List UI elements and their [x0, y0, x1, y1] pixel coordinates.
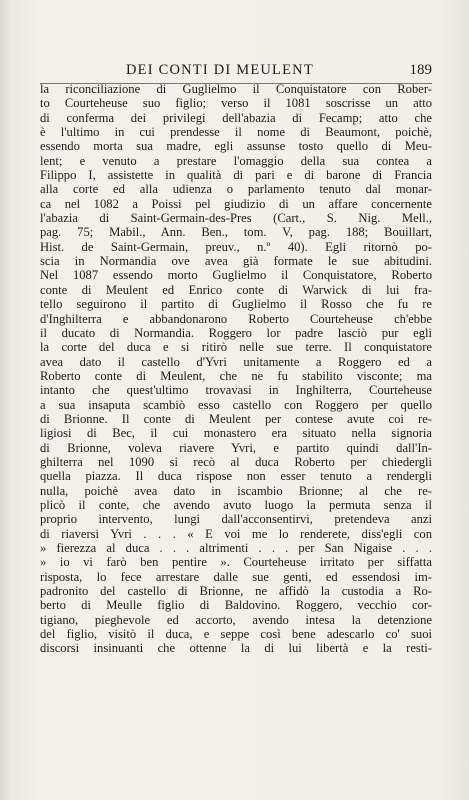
text-line: scia in Normandia ove avea già formate le sue abitudini. — [40, 254, 432, 269]
page-number: 189 — [409, 62, 432, 78]
page-header — [40, 62, 432, 82]
text-line: risposta, lo fece arrestare dalle sue genti, ed essendosi im- — [40, 569, 432, 584]
text-line: plicò il conte, che avendo avuto luogo la permuta senza il — [40, 497, 432, 512]
text-line: Roberto conte di Meulent, che ne fu stabilito visconte; ma — [40, 368, 432, 383]
text-line: proprio intervento, lungi dall'acconsentirvi, pretendeva anzi — [40, 512, 432, 527]
running-title: DEI CONTI DI MEULENT — [126, 62, 314, 78]
text-line: discorsi insinuanti che ottenne la di lui libertà e la resti- — [40, 641, 432, 656]
text-line: quella piazza. Il duca rispose non esser tenuto a rendergli — [40, 469, 432, 484]
text-line: lent; e venuto a prestare l'omaggio della sua contea a — [40, 153, 432, 168]
body-text — [40, 82, 432, 656]
text-line: tello seguirono il partito di Guglielmo il Rosso che fu re — [40, 297, 432, 312]
text-line: è l'ultimo in cui prendesse il nome di Beaumont, poichè, — [40, 125, 432, 140]
text-line: ligiosi di Bec, il cui monastero era situato nella signoria — [40, 426, 432, 441]
text-line: ca nel 1082 a Poissi pel giudizio di un affare concernente — [40, 196, 432, 211]
text-line: tigiano, pieghevole ed accorto, avendo intesa la detenzione — [40, 612, 432, 627]
text-line: la corte del duca e si ritirò nelle sue terre. Il conquistatore — [40, 340, 432, 355]
text-line: Nel 1087 essendo morto Guglielmo il Conquistatore, Roberto — [40, 268, 432, 283]
text-line: Hist. de Saint-Germain, preuv., n.º 40). Egli ritornò po- — [40, 239, 432, 254]
text-line: » fierezza al duca . . . altrimenti . . . per San Nigaise . . . — [40, 541, 432, 555]
text-line: avea dato il castello d'Yvri unitamente a Roggero ed a — [40, 354, 432, 369]
text-line: conte di Meulent ed Enrico conte di Warwick di lui fra- — [40, 282, 432, 297]
text-line: Filippo I, assistette in qualità di pari e di barone di Francia — [40, 168, 432, 183]
text-line: d'Inghilterra e abbandonarono Roberto Courteheuse ch'ebbe — [40, 311, 432, 326]
text-line: di Brionne, voleva riavere Yvri, e partito quindi dall'In- — [40, 440, 432, 455]
text-line: padronito del castello di Brionne, ne affidò la custodia a Ro- — [40, 584, 432, 599]
text-line: di conferma dei privilegi dell'abazia di Fecamp; atto che — [40, 110, 432, 125]
text-line: » io vi farò ben pentire ». Courteheuse irritato per siffatta — [40, 555, 432, 570]
text-line: nulla, poichè avea dato in iscambio Brionne; al che re- — [40, 483, 432, 498]
text-line: ghilterra nel 1090 si recò al duca Roberto per chiedergli — [40, 454, 432, 469]
text-line: l'abazia di Saint-Germain-des-Pres (Cart., S. Nig. Mell., — [40, 211, 432, 226]
text-line: to Courteheuse suo figlio; verso il 1081 soscrisse un atto — [40, 96, 432, 111]
text-line: essendo morta sua madre, egli assunse tosto quello di Meu- — [40, 139, 432, 154]
text-line: berto di Meulle figlio di Baldovino. Roggero, vecchio cor- — [40, 598, 432, 613]
text-line: il ducato di Normandia. Roggero lor padre lasciò pur egli — [40, 325, 432, 340]
text-line: alla corte ed alla udienza o parlamento tenuto dal monar- — [40, 182, 432, 197]
text-line: a sua insaputa scambiò esso castello con Roggero per quello — [40, 397, 432, 412]
text-line: di Brionne. Il conte di Meulent per contese avute coi re- — [40, 411, 432, 426]
text-line: di riaversi Yvri . . . « E voi me lo renderete, diss'egli con — [40, 526, 432, 541]
text-line: intanto che quest'ultimo trovavasi in Inghilterra, Courteheuse — [40, 383, 432, 398]
text-line: la riconciliazione di Guglielmo il Conquistatore con Rober- — [40, 82, 432, 96]
text-line: del figlio, visitò il duca, e seppe così bene adescarlo co' suoi — [40, 627, 432, 642]
text-line: pag. 75; Mabil., Ann. Ben., tom. V, pag. 188; Bouillart, — [40, 225, 432, 240]
